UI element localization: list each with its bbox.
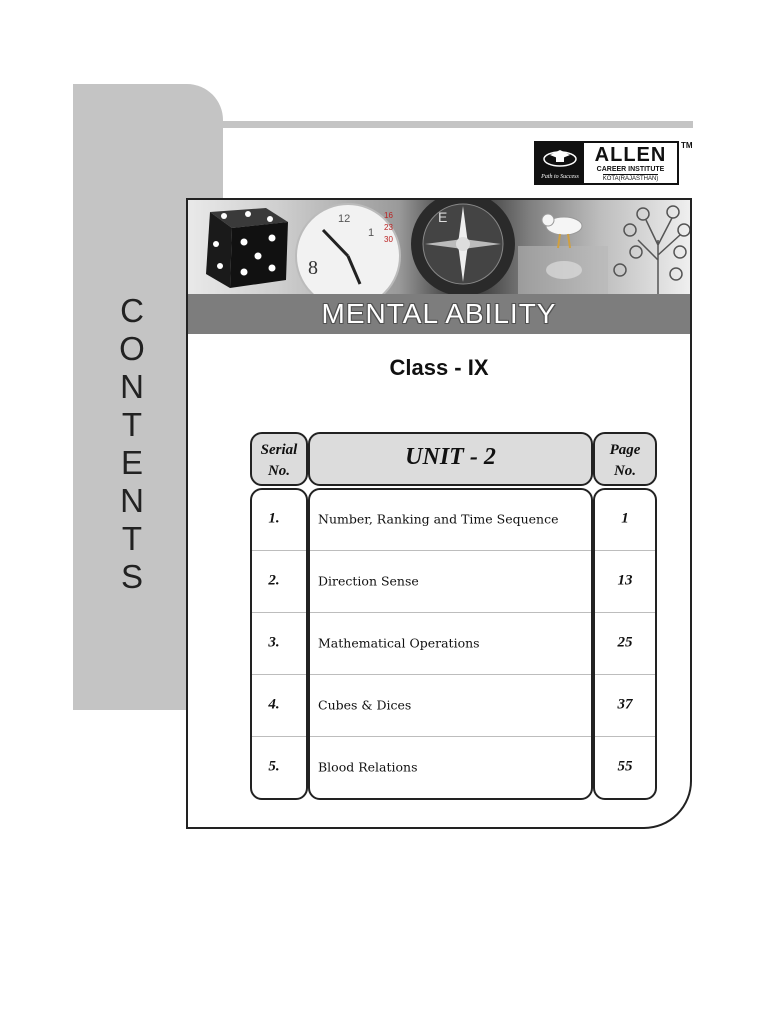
row-page: 1 [621,510,629,527]
page-header-line2: No. [613,463,637,479]
row-topic: Direction Sense [318,573,419,589]
row-page: 37 [617,696,633,713]
allen-logo [534,141,679,185]
row-topic: Mathematical Operations [318,635,480,651]
contents-rows [250,488,657,800]
row-number: 5. [268,758,280,775]
table-row[interactable] [250,674,657,736]
svg-text:8: 8 [308,257,318,279]
graduation-cap-icon [542,146,578,168]
logo-brand: ALLEN [594,143,667,166]
row-number: 2. [268,572,280,589]
svg-text:12: 12 [338,213,351,225]
contents-letter: T [121,520,143,557]
row-topic: Blood Relations [318,759,418,775]
table-row[interactable] [250,488,657,550]
unit-title: UNIT - 2 [405,444,496,470]
row-topic: Cubes & Dices [318,697,412,713]
table-row[interactable] [250,550,657,612]
table-row[interactable] [250,736,657,798]
page-no-header [593,432,657,486]
dice-icon [206,208,288,288]
banner-collage [188,200,690,294]
contents-letter: N [120,482,144,519]
row-page: 25 [617,634,633,651]
contents-panel [186,198,692,829]
contents-letter: S [120,558,143,595]
svg-text:16: 16 [384,211,393,220]
row-page: 13 [617,572,633,589]
serial-no-header [250,432,308,486]
class-label: Class - IX [389,355,489,380]
contents-letter: T [121,406,143,443]
row-number: 3. [268,634,280,651]
logo-emblem-block [536,143,584,183]
contents-letter: N [120,368,144,405]
contents-vertical-title [112,292,152,596]
row-topic: Number, Ranking and Time Sequence [318,511,559,527]
row-page: 55 [617,758,633,775]
svg-text:23: 23 [384,223,393,232]
bird-icon [518,214,608,294]
top-rule [223,121,693,128]
svg-text:30: 30 [384,235,393,244]
family-tree-icon [614,206,690,294]
svg-text:E: E [438,209,448,225]
compass-icon [411,200,515,294]
table-row[interactable] [250,612,657,674]
trademark-mark: TM [681,141,693,150]
row-number: 1. [268,510,280,527]
contents-letter: O [119,330,145,367]
row-number: 4. [268,696,280,713]
serial-header-line1: Serial [260,442,298,458]
logo-tagline: Path to Success [541,174,579,180]
svg-text:1: 1 [368,227,375,239]
unit-header [308,432,593,486]
page-header-line1: Page [609,442,641,458]
contents-letter: C [120,292,144,329]
subject-title: MENTAL ABILITY [188,294,690,334]
logo-institute: CAREER INSTITUTE [596,165,665,173]
banner-image [188,200,690,294]
contents-letter: E [120,444,143,481]
serial-header-line2: No. [267,463,291,479]
logo-location: KOTA(RAJASTHAN) [602,175,659,182]
